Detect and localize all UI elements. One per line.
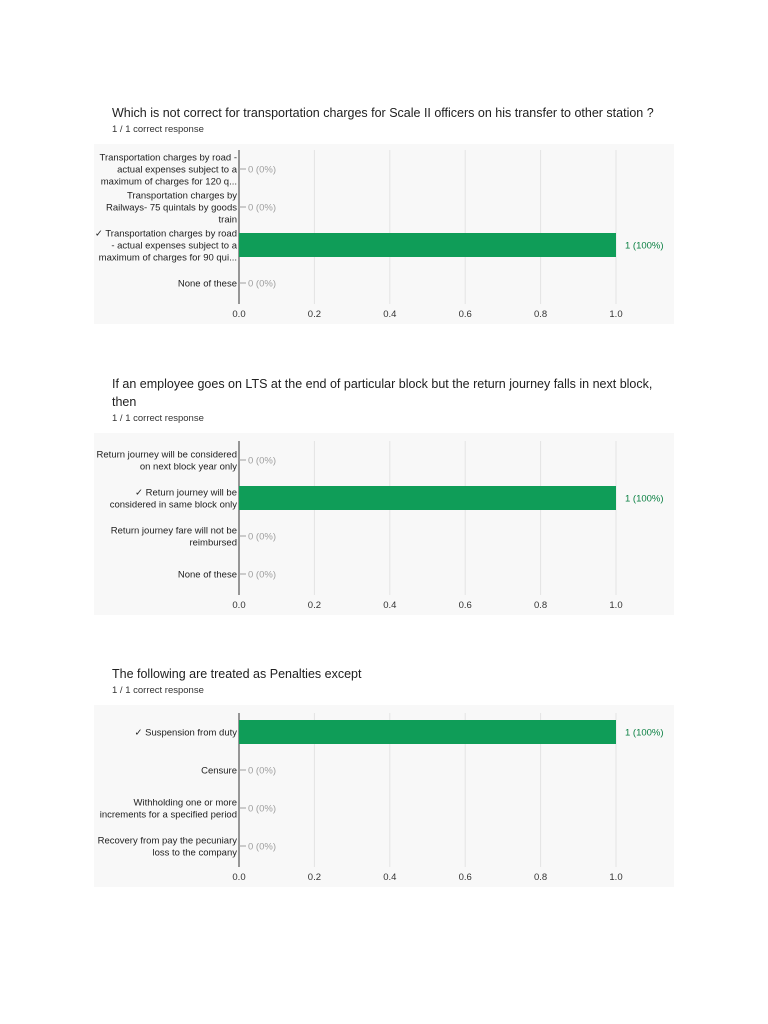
category-label-line: Transportation charges by road - (99, 152, 237, 164)
x-tick-label: 0.2 (307, 600, 322, 611)
data-label: 0 (0%) (248, 455, 276, 467)
x-tick-label: 0.4 (383, 309, 397, 320)
category-label-line: increments for a specified period (99, 809, 237, 821)
x-tick-label: 0.8 (533, 872, 548, 883)
category-label-line: Return journey fare will not be (110, 525, 237, 537)
category-label-line: Transportation charges by (126, 190, 237, 202)
category-label (178, 279, 237, 290)
x-tick-label: 0.4 (383, 872, 397, 883)
category-label-line: ✓ Return journey will be (135, 487, 237, 499)
category-label-line: maximum of charges for 120 q... (100, 176, 237, 188)
bar (239, 233, 616, 257)
category-label (111, 526, 237, 549)
x-tick-label: 0.2 (307, 872, 322, 883)
category-label (106, 191, 237, 226)
category-label (100, 153, 238, 188)
bar (239, 486, 616, 510)
question-title: Which is not correct for transportation charges for Scale II officers on his transfer to other station ? (112, 106, 654, 120)
category-label-line: actual expenses subject to a (117, 164, 237, 176)
category-label (100, 798, 237, 821)
response-bar-chart (0, 102, 768, 332)
data-label: 1 (100%) (625, 727, 664, 739)
category-label-line: ✓ Transportation charges by road (94, 228, 237, 240)
data-label: 0 (0%) (248, 803, 276, 815)
data-label: 0 (0%) (248, 569, 276, 581)
category-label (178, 570, 237, 581)
category-label (97, 450, 238, 473)
x-tick-label: 0.2 (307, 309, 322, 320)
category-label (135, 728, 238, 739)
data-label: 0 (0%) (248, 164, 276, 176)
category-label-line: Railways- 75 quintals by goods (106, 202, 237, 214)
x-tick-label: 0.8 (533, 600, 548, 611)
category-label-line: Censure (201, 765, 237, 777)
question-title: If an employee goes on LTS at the end of particular block but the return journey falls in next block, then (112, 377, 653, 409)
x-tick-label: 0.6 (458, 600, 472, 611)
x-tick-label: 1.0 (609, 600, 623, 611)
bar (239, 720, 616, 744)
category-label-line: considered in same block only (109, 499, 237, 511)
category-label-line: on next block year only (139, 461, 237, 473)
data-label: 1 (100%) (625, 240, 664, 252)
correct-response-count: 1 / 1 correct response (112, 124, 204, 135)
x-tick-label: 0.8 (533, 309, 548, 320)
x-tick-label: 1.0 (609, 309, 623, 320)
category-label-line: None of these (177, 569, 237, 581)
category-label-line: loss to the company (152, 847, 237, 859)
category-label-line: maximum of charges for 90 qui... (98, 252, 237, 264)
category-label-line: Recovery from pay the pecuniary (97, 835, 237, 847)
response-bar-chart (0, 663, 768, 893)
category-label-line: Withholding one or more (133, 797, 237, 809)
data-label: 1 (100%) (625, 493, 664, 505)
x-tick-label: 0.0 (232, 600, 246, 611)
category-label (98, 836, 238, 859)
x-tick-label: 1.0 (609, 872, 623, 883)
data-label: 0 (0%) (248, 531, 276, 543)
x-tick-label: 0.0 (232, 872, 246, 883)
category-label-line: - actual expenses subject to a (111, 240, 237, 252)
category-label-line: None of these (177, 278, 237, 290)
category-label-line: ✓ Suspension from duty (134, 727, 237, 739)
category-label (110, 488, 238, 511)
question-title: The following are treated as Penalties except (112, 667, 362, 681)
category-label-line: reimbursed (189, 537, 237, 549)
category-label-line: Return journey will be considered (96, 449, 237, 461)
data-label: 0 (0%) (248, 765, 276, 777)
x-tick-label: 0.6 (458, 872, 472, 883)
x-tick-label: 0.6 (458, 309, 472, 320)
x-tick-label: 0.4 (383, 600, 397, 611)
category-label (201, 766, 237, 777)
data-label: 0 (0%) (248, 278, 276, 290)
category-label-line: train (218, 214, 237, 226)
x-tick-label: 0.0 (232, 309, 246, 320)
response-bar-chart (0, 373, 768, 623)
data-label: 0 (0%) (248, 202, 276, 214)
data-label: 0 (0%) (248, 841, 276, 853)
category-label (95, 229, 238, 264)
correct-response-count: 1 / 1 correct response (112, 685, 204, 696)
correct-response-count: 1 / 1 correct response (112, 413, 204, 424)
